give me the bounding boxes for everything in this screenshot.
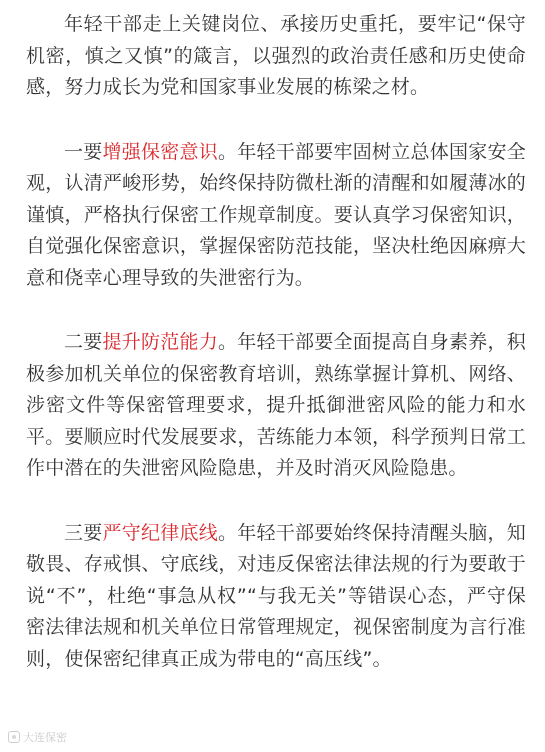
paragraph-intro-text: 年轻干部走上关键岗位、承接历史重托，要牢记“保守机密，慎之又慎”的箴言，以强烈的政治责任感和历史使命感，努力成长为党和国家事业发展的栋梁之材。 xyxy=(26,13,526,98)
article-body xyxy=(26,9,526,675)
point-3-prefix: 三要 xyxy=(64,521,103,544)
point-3-text: 。年轻干部要始终保持清醒头脑，知敬畏、存戒惧、守底线，对违反保密法律法规的行为要敢于说“不”，杜绝“事急从权”“与我无关”等错误心态，严守保密法律法规和机关单位日常管理规定，视保密制度为言行准则，使保密纪律真正成为带电的“高压线”。 xyxy=(26,521,527,670)
paragraph-point-2 xyxy=(26,327,526,485)
point-2-prefix: 二要 xyxy=(64,331,103,353)
point-1-text: 。年轻干部要牢固树立总体国家安全观，认清严峻形势，始终保持防微杜渐的清醒和如履薄冰的谨慎，严格执行保密工作规章制度。要认真学习保密知识，自觉强化保密意识，掌握保密防范技能，坚决杜绝因麻痹大意和侥幸心理导致的失泄密行为。 xyxy=(26,140,527,289)
paragraph-point-1 xyxy=(26,137,526,295)
point-2-text: 。年轻干部要全面提高自身素养，积极参加机关单位的保密教育培训，熟练掌握计算机、网络、涉密文件等保密管理要求，提升抵御泄密风险的能力和水平。要顺应时代发展要求，苦练能力本领，科学预判日常工作中潜在的失泄密风险隐患，并及时消灭风险隐患。 xyxy=(26,331,527,479)
paragraph-point-3 xyxy=(26,518,526,676)
watermark xyxy=(8,729,67,745)
point-2-heading: 提升防范能力 xyxy=(102,331,219,353)
paragraph-intro xyxy=(26,9,526,104)
watermark-text: 大连保密 xyxy=(23,731,67,744)
point-1-prefix: 一要 xyxy=(64,140,103,163)
point-1-heading: 增强保密意识 xyxy=(102,140,219,163)
watermark-logo-icon xyxy=(8,731,20,743)
point-3-heading: 严守纪律底线 xyxy=(102,521,219,544)
